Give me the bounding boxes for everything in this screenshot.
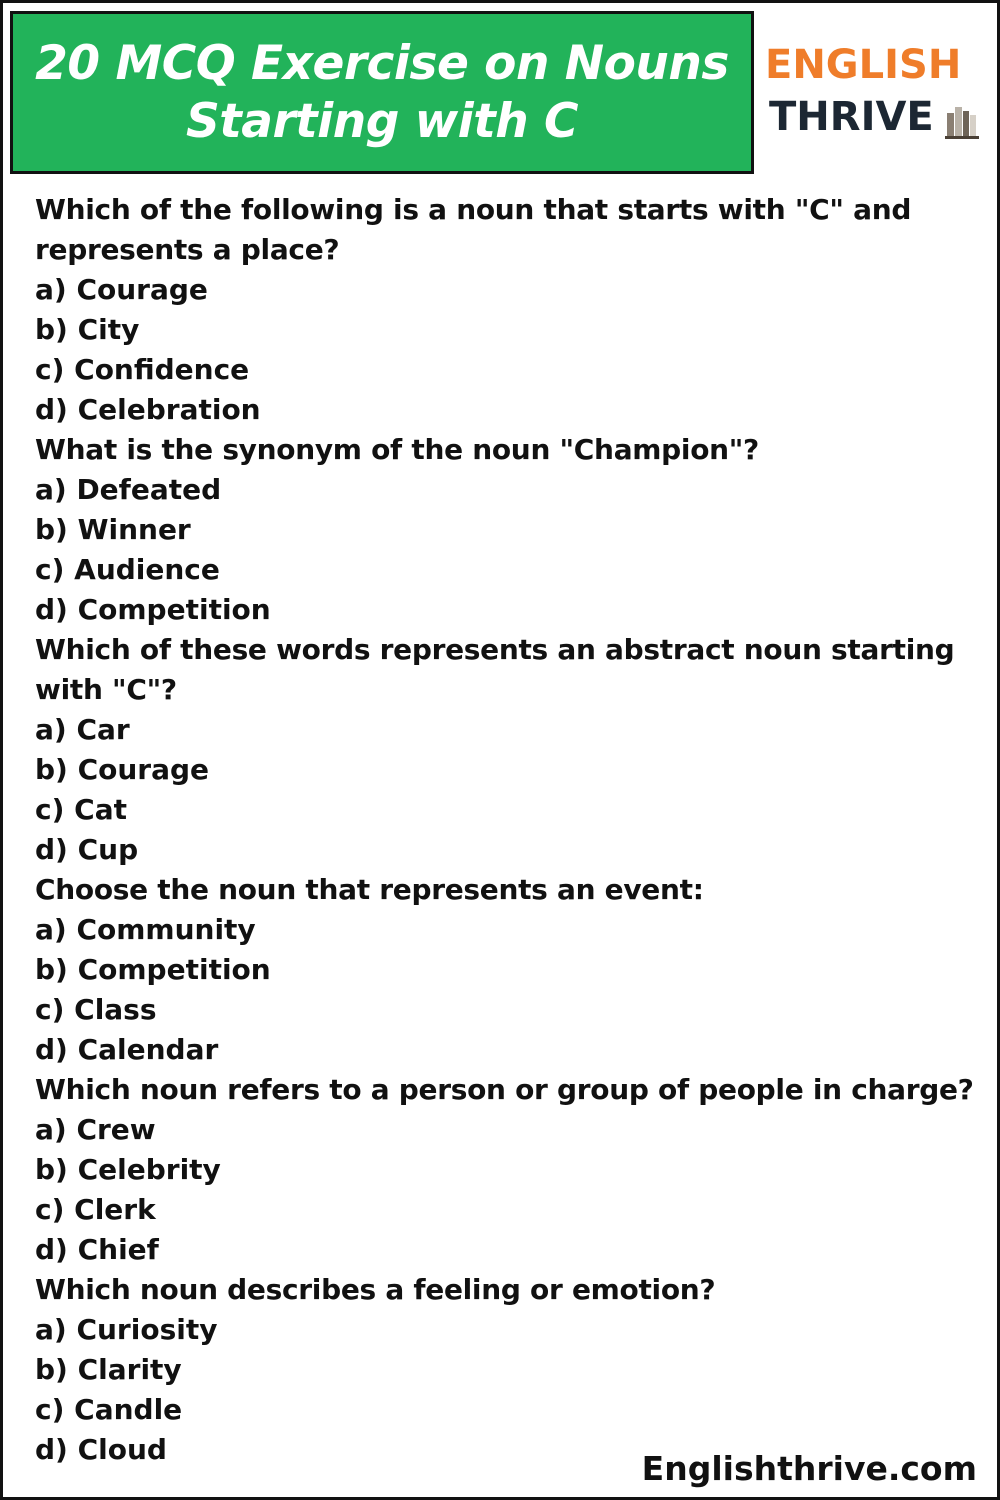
question-block: [35, 190, 985, 430]
answer-option: c) Cat: [35, 793, 127, 826]
question-list: [35, 190, 985, 1470]
answer-option: b) Clarity: [35, 1353, 182, 1386]
answer-option: a) Defeated: [35, 473, 222, 506]
answer-option: d) Celebration: [35, 393, 261, 426]
question-text: Which noun refers to a person or group of people in charge?: [35, 1073, 974, 1106]
question-text: Choose the noun that represents an event:: [35, 873, 704, 906]
answer-option: b) Winner: [35, 513, 191, 546]
question-block: [35, 870, 985, 1070]
answer-option: c) Candle: [35, 1393, 183, 1426]
answer-option: b) City: [35, 313, 140, 346]
answer-option: b) Competition: [35, 953, 271, 986]
answer-option: d) Cloud: [35, 1433, 167, 1466]
answer-option: d) Cup: [35, 833, 139, 866]
logo-word-thrive: THRIVE: [769, 94, 934, 140]
answer-option: d) Competition: [35, 593, 271, 626]
question-text: Which noun describes a feeling or emotion?: [35, 1273, 716, 1306]
question-block: [35, 430, 985, 630]
books-icon: [945, 103, 979, 139]
answer-option: b) Celebrity: [35, 1153, 221, 1186]
answer-option: a) Community: [35, 913, 256, 946]
question-block: [35, 630, 985, 870]
answer-option: c) Clerk: [35, 1193, 156, 1226]
answer-option: a) Car: [35, 713, 130, 746]
website-footer[interactable]: Englishthrive.com: [641, 1449, 977, 1488]
question-text: Which of these words represents an abstract noun starting with "C"?: [35, 633, 955, 706]
answer-option: a) Courage: [35, 273, 208, 306]
question-block: [35, 1070, 985, 1270]
question-text: What is the synonym of the noun "Champion"?: [35, 433, 760, 466]
answer-option: b) Courage: [35, 753, 210, 786]
answer-option: c) Class: [35, 993, 157, 1026]
english-thrive-logo: [765, 41, 990, 151]
page-title-line-1: 20 MCQ Exercise on Nouns: [35, 35, 729, 91]
title-banner: [10, 11, 754, 174]
page-title-line-2: Starting with C: [185, 93, 579, 149]
answer-option: d) Calendar: [35, 1033, 219, 1066]
answer-option: c) Audience: [35, 553, 220, 586]
answer-option: a) Curiosity: [35, 1313, 218, 1346]
answer-option: c) Confidence: [35, 353, 250, 386]
question-text: Which of the following is a noun that starts with "C" and represents a place?: [35, 193, 912, 266]
question-block: [35, 1270, 985, 1470]
answer-option: d) Chief: [35, 1233, 159, 1266]
answer-option: a) Crew: [35, 1113, 156, 1146]
logo-word-english: ENGLISH: [765, 42, 962, 88]
